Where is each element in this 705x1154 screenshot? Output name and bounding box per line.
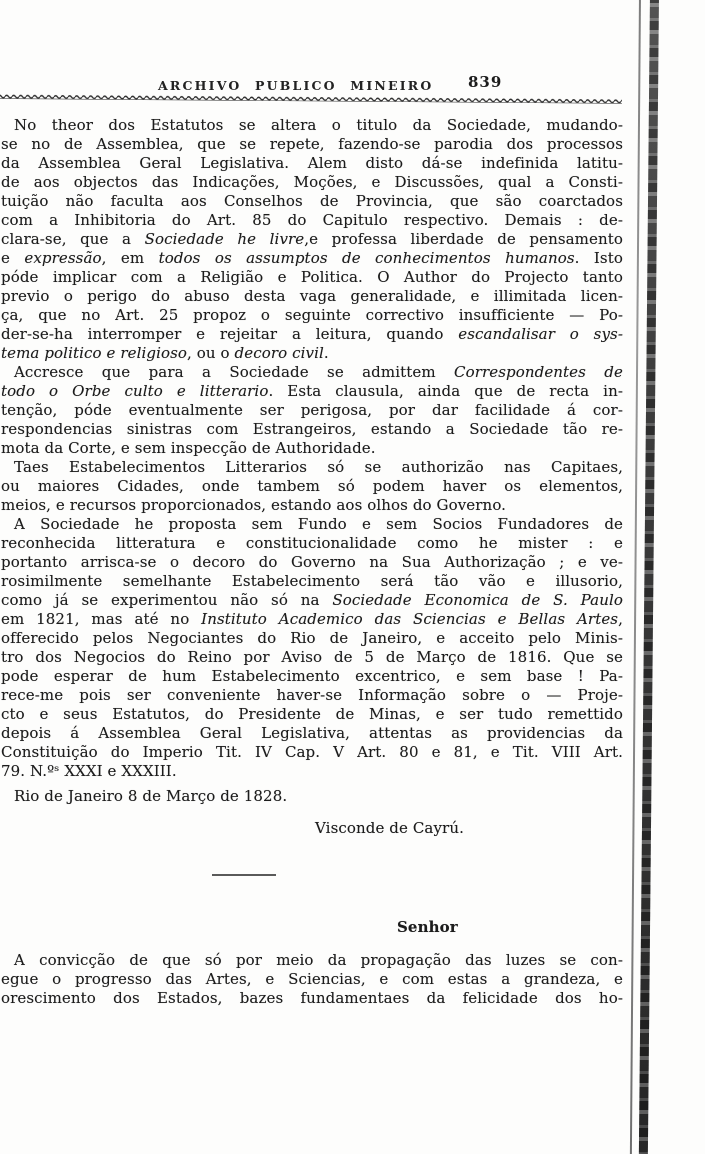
scan-gutter-shadow	[639, 0, 659, 1154]
text-line: ça, que no Art. 25 propoz o seguinte correctivo insufficiente — Po-	[1, 306, 623, 324]
signature: Visconde de Cayrú.	[315, 819, 464, 837]
scan-page-edge-line	[630, 0, 641, 1154]
text-line: reconhecida litteratura e constitucionalidade como he mister : e	[1, 534, 623, 552]
text-line: cto e seus Estatutos, do Presidente de Minas, e ser tudo remettido	[1, 705, 623, 723]
paragraph	[1, 116, 623, 363]
text-line: No theor dos Estatutos se altera o titulo da Sociedade, mudando-	[14, 116, 623, 134]
text-line: 79. N.ºˢ XXXI e XXXIII.	[1, 762, 177, 780]
paragraph	[1, 458, 623, 515]
text-line: todo o Orbe culto e litterario. Esta clausula, ainda que de recta in-	[1, 382, 623, 400]
text-line: rosimilmente semelhante Estabelecimento será tão vão e illusorio,	[1, 572, 623, 590]
text-line: tuição não faculta aos Conselhos de Provincia, que são coarctados	[1, 192, 623, 210]
text-line: da Assemblea Geral Legislativa. Alem disto dá-se indefinida latitu-	[1, 154, 623, 172]
journal-title: ARCHIVO PUBLICO MINEIRO	[158, 78, 434, 93]
header-wavy-rule	[0, 92, 622, 105]
text-line: tema politico e religioso, ou o decoro civil.	[1, 344, 329, 362]
page-body	[1, 116, 623, 1008]
text-line: orescimento dos Estados, bazes fundamentaes da felicidade dos ho-	[1, 989, 623, 1007]
text-line: póde implicar com a Religião e Politica. O Author do Projecto tanto	[1, 268, 623, 286]
text-line: respondencias sinistras com Estrangeiros, estando a Sociedade tão re-	[1, 420, 623, 438]
text-line: pode esperar de hum Estabelecimento excentrico, e sem base ! Pa-	[1, 667, 623, 685]
text-line: Constituição do Imperio Tit. IV Cap. V Art. 80 e 81, e Tit. VIII Art.	[1, 743, 623, 761]
date-line: Rio de Janeiro 8 de Março de 1828.	[14, 787, 288, 805]
section-heading: Senhor	[397, 918, 458, 936]
text-line: depois á Assemblea Geral Legislativa, attentas as providencias da	[1, 724, 623, 742]
paragraph	[1, 363, 623, 458]
text-line: portanto arrisca-se o decoro do Governo na Sua Authorização ; e ve-	[1, 553, 623, 571]
page-number: 839	[468, 73, 503, 91]
text-line: mota da Corte, e sem inspecção de Authoridade.	[1, 439, 376, 457]
text-line: A convicção de que só por meio da propagação das luzes se con-	[14, 951, 623, 969]
text-line: se no de Assemblea, que se repete, fazendo-se parodia dos processos	[1, 135, 623, 153]
text-line: com a Inhibitoria do Art. 85 do Capitulo respectivo. Demais : de-	[1, 211, 623, 229]
text-line: em 1821, mas até no Instituto Academico das Sciencias e Bellas Artes,	[1, 610, 623, 628]
text-line: meios, e recursos proporcionados, estando aos olhos do Governo.	[1, 496, 507, 514]
text-line: Taes Estabelecimentos Litterarios só se authorizão nas Capitaes,	[14, 458, 623, 476]
text-line: clara-se, que a Sociedade he livre,e professa liberdade de pensamento	[1, 230, 623, 248]
text-line: offerecido pelos Negociantes do Rio de Janeiro, e acceito pelo Minis-	[1, 629, 623, 647]
text-line: tro dos Negocios do Reino por Aviso de 5 de Março de 1816. Que se	[1, 648, 623, 666]
separator-rule	[212, 874, 276, 876]
text-line: como já se experimentou não só na Sociedade Economica de S. Paulo	[1, 591, 623, 609]
paragraph	[1, 951, 623, 1008]
text-line: der-se-ha interromper e rejeitar a leitura, quando escandalisar o sys-	[1, 325, 623, 343]
text-line: de aos objectos das Indicações, Moções, e Discussões, qual a Consti-	[1, 173, 623, 191]
text-line: ou maiores Cidades, onde tambem só podem haver os elementos,	[1, 477, 623, 495]
letter-body	[1, 116, 623, 781]
text-line: A Sociedade he proposta sem Fundo e sem Socios Fundadores de	[14, 515, 623, 533]
text-line: e expressão, em todos os assumptos de conhecimentos humanos. Isto	[1, 249, 623, 267]
section-body	[1, 951, 623, 1008]
text-line: Accresce que para a Sociedade se admittem Correspondentes de	[14, 363, 623, 381]
text-line: rece-me pois ser conveniente haver-se Informação sobre o — Proje-	[1, 686, 623, 704]
text-line: previo o perigo do abuso desta vaga generalidade, e illimitada licen-	[1, 287, 623, 305]
text-line: tenção, póde eventualmente ser perigosa, por dar facilidade á cor-	[1, 401, 623, 419]
text-line: egue o progresso das Artes, e Sciencias, e com estas a grandeza, e	[1, 970, 623, 988]
paragraph	[1, 515, 623, 781]
